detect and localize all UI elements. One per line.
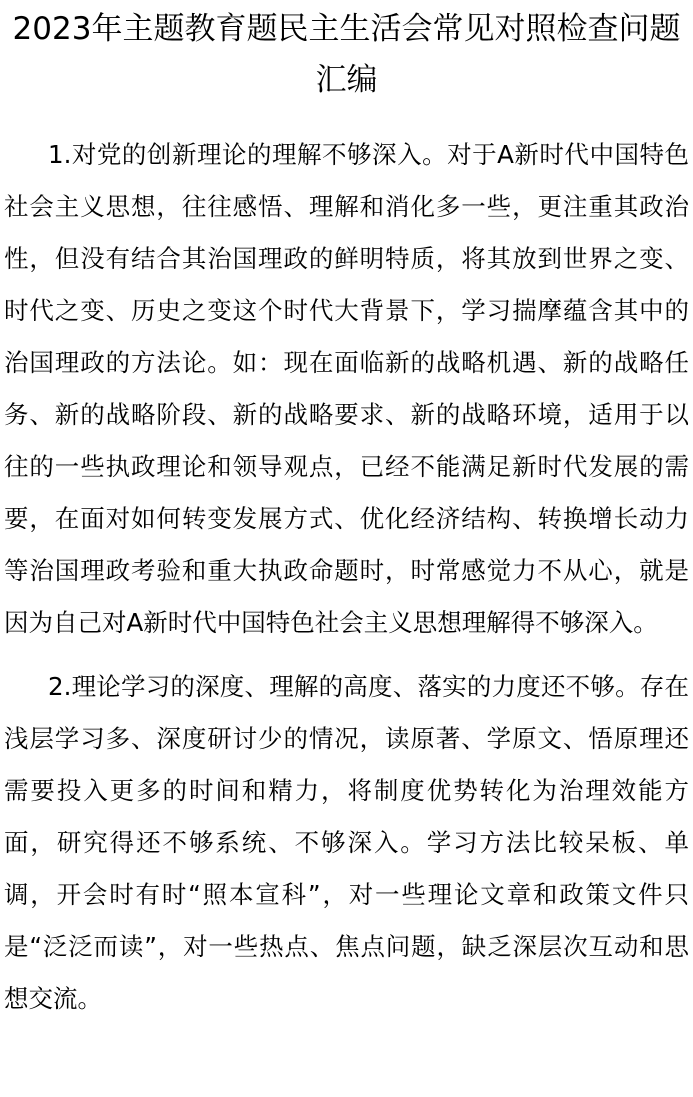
paragraph-1: 1.对党的创新理论的理解不够深入。对于A新时代中国特色社会主义思想，往往感悟、理解和消化多一些，更注重其政治性，但没有结合其治国理政的鲜明特质，将其放到世界之变、时代之变、历史之变这个时代大背景下，学习揣摩蕴含其中的治国理政的方法论。如：现在面临新的战略机遇、新的战略任务、新的战略阶段、新的战略要求、新的战略环境，适用于以往的一些执政理论和领导观点，已经不能满足新时代发展的需要，在面对如何转变发展方式、优化经济结构、转换增长动力等治国理政考验和重大执政命题时，时常感觉力不从心，就是因为自己对A新时代中国特色社会主义思想理解得不够深入。 <box>4 140 689 637</box>
document-title: 2023年主题教育题民主生活会常见对照检查问题汇编 <box>12 11 681 98</box>
document-body <box>0 129 693 1025</box>
paragraph-2: 2.理论学习的深度、理解的高度、落实的力度还不够。存在浅层学习多、深度研讨少的情况，读原著、学原文、悟原理还需要投入更多的时间和精力，将制度优势转化为治理效能方面，研究得还不够系统、不够深入。学习方法比较呆板、单调，开会时有时“照本宣科”，对一些理论文章和政策文件只是“泛泛而读”，对一些热点、焦点问题，缺乏深层次互动和思想交流。 <box>4 672 689 1013</box>
